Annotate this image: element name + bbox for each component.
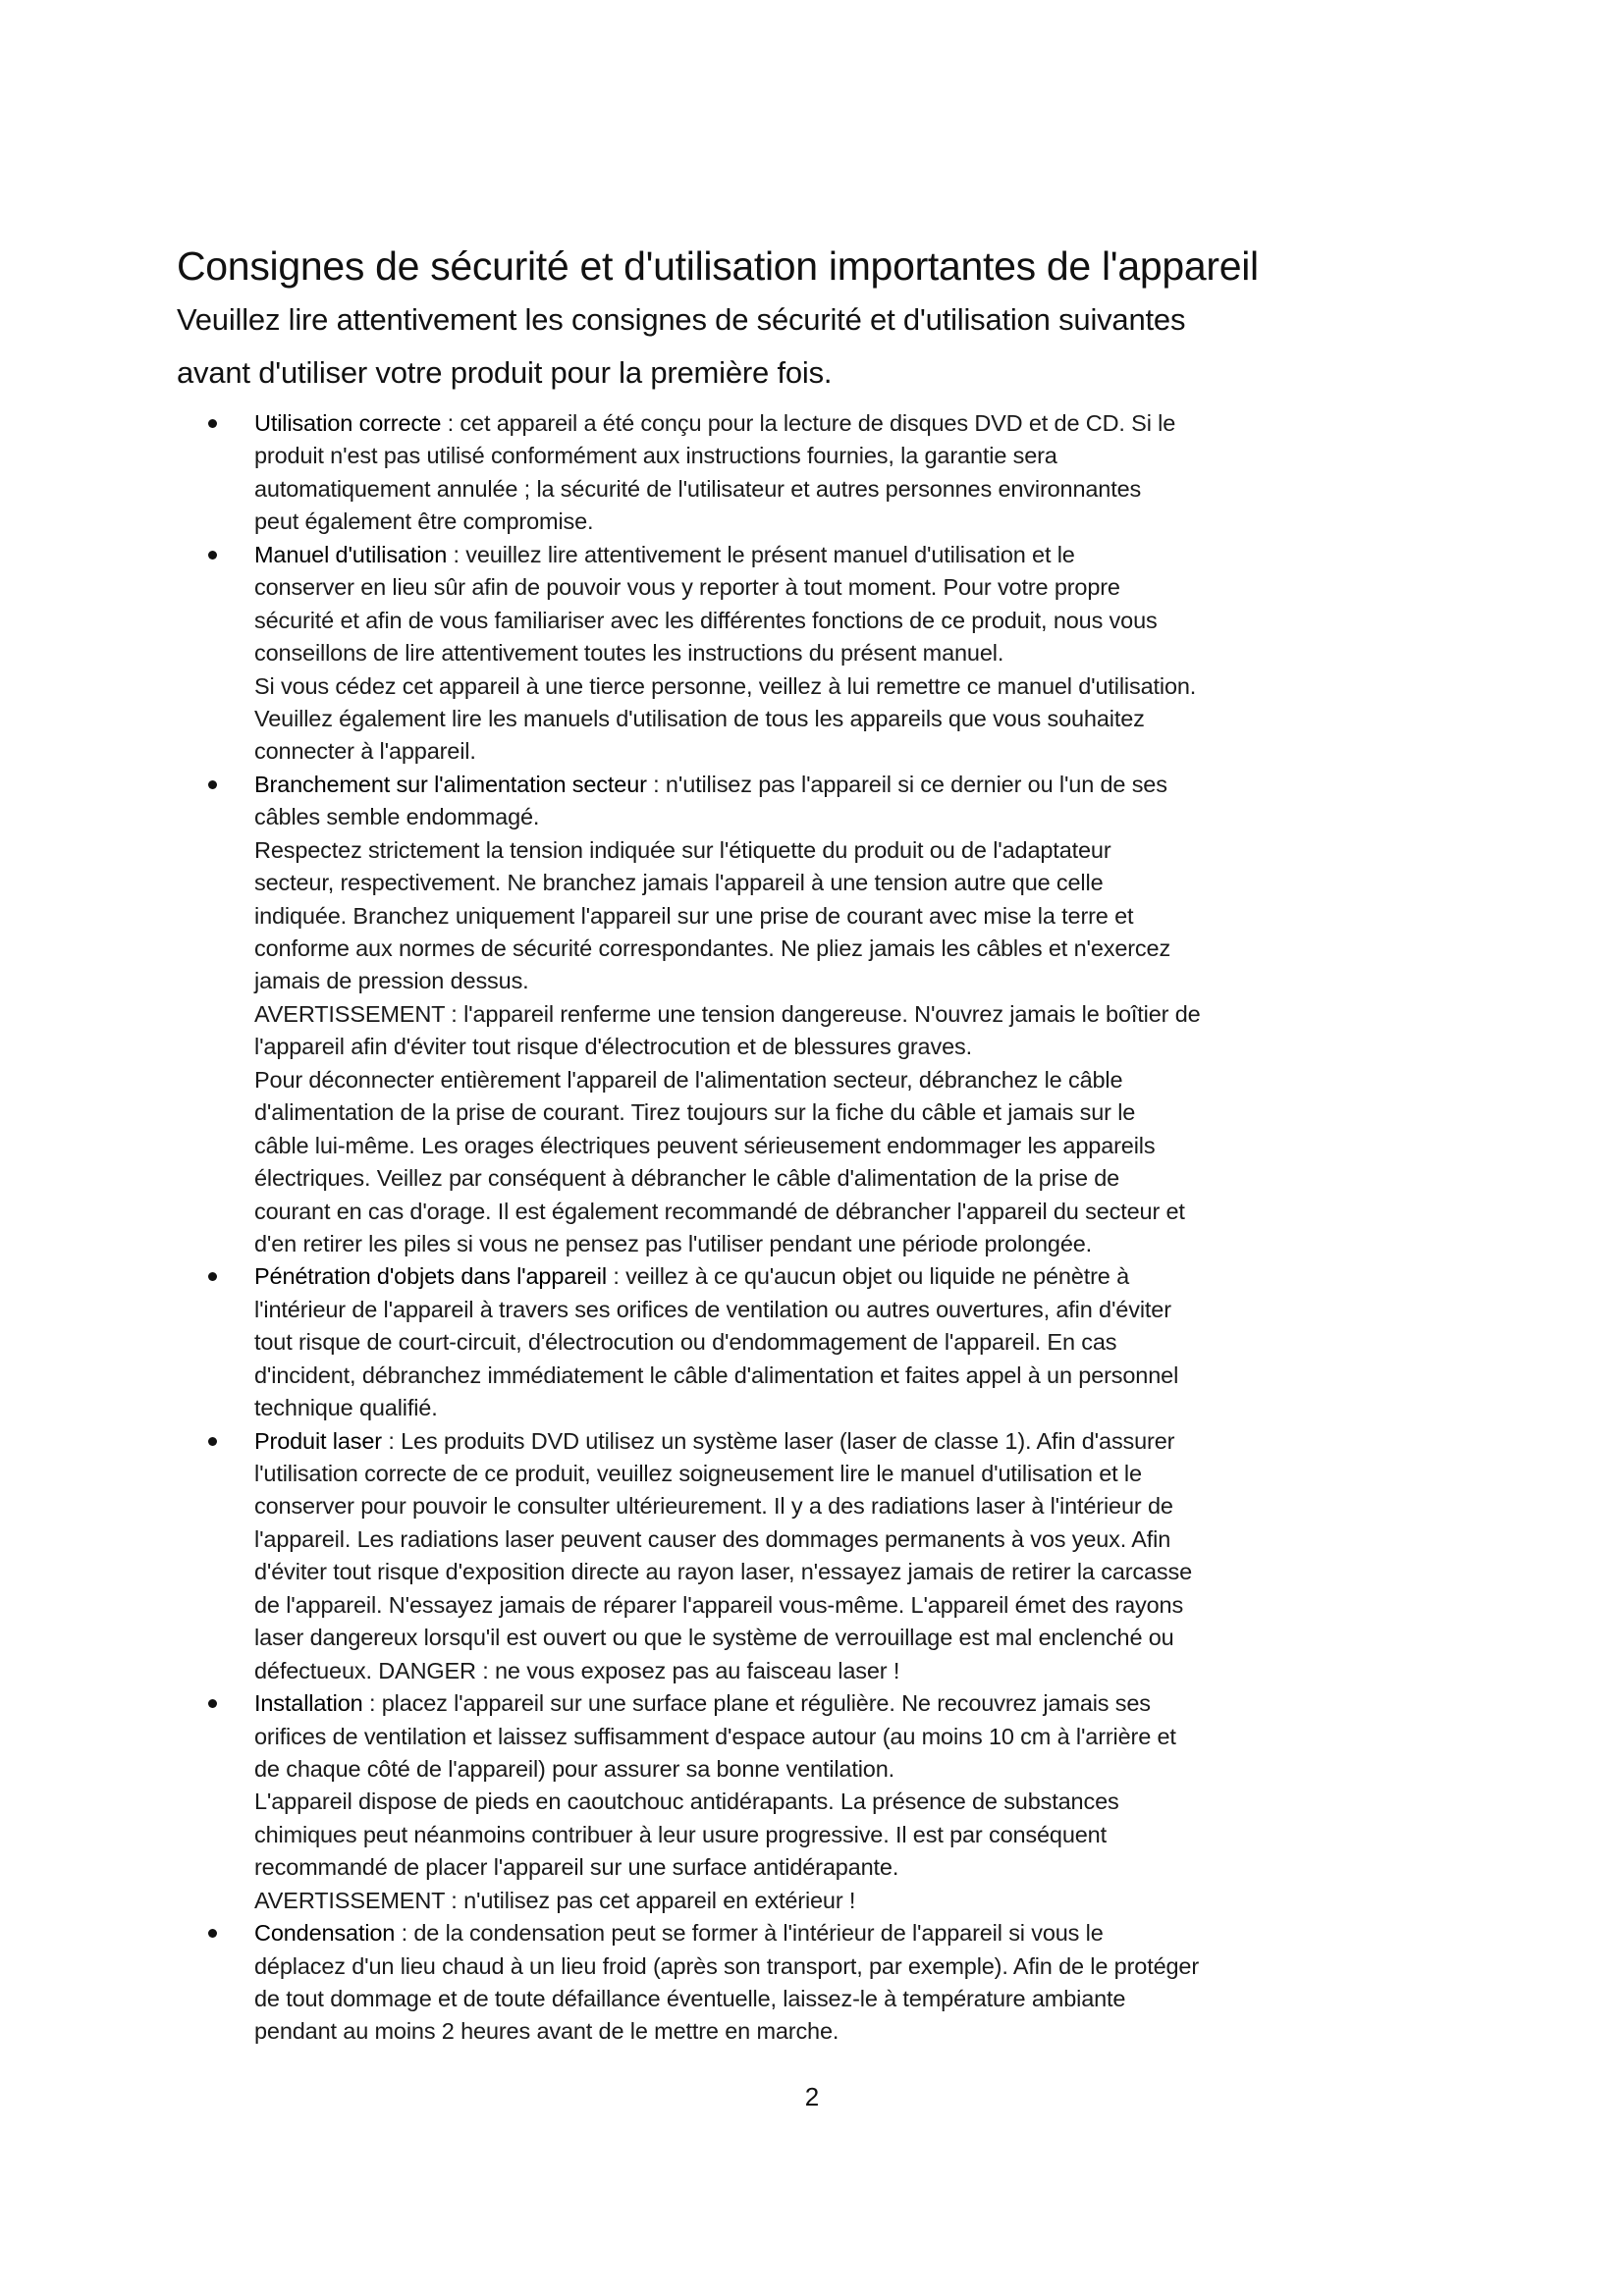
text-line [254,1687,1624,1720]
text-line: l'intérieur de l'appareil à travers ses orifices de ventilation ou autres ouvertures, afin d'éviter [254,1296,1171,1322]
text-line: l'utilisation correcte de ce produit, veuillez soigneusement lire le manuel d'utilisation et le [254,1461,1142,1486]
item-label: Produit laser [254,1427,382,1454]
text-line: secteur, respectivement. Ne branchez jamais l'appareil à une tension autre que celle [254,870,1104,896]
list-item [0,1425,1624,1688]
text-line: recommandé de placer l'appareil sur une surface antidérapante. [254,1854,899,1881]
safety-instructions-list [0,407,1624,2049]
text-line: d'alimentation de la prise de courant. Tirez toujours sur la fiche du câble et jamais sur le [254,1099,1136,1126]
item-label: Utilisation correcte [254,410,442,436]
text-line: conserver pour pouvoir le consulter ultérieurement. Il y a des radiations laser à l'intérieur de [254,1493,1173,1520]
item-text: : cet appareil a été conçu pour la lecture de disques DVD et de CD. Si le [441,410,1176,436]
subtitle-line: Veuillez lire attentivement les consignes de sécurité et d'utilisation suivantes [177,302,1186,337]
item-text: : placez l'appareil sur une surface plane et régulière. Ne recouvrez jamais ses [362,1690,1151,1717]
bullet-icon [208,1437,217,1446]
page-subtitle [177,294,1185,400]
item-label: Branchement sur l'alimentation secteur [254,771,647,797]
text-line: de chaque côté de l'appareil) pour assurer sa bonne ventilation. [254,1755,895,1782]
text-line: AVERTISSEMENT : l'appareil renferme une tension dangereuse. N'ouvrez jamais le boîtier de [254,1000,1201,1027]
text-line: L'appareil dispose de pieds en caoutchouc antidérapants. La présence de substances [254,1789,1119,1815]
list-item [0,1687,1624,1917]
text-line: câbles semble endommagé. [254,804,540,830]
text-line [254,407,1624,440]
text-line: d'éviter tout risque d'exposition directe au rayon laser, n'essayez jamais de retirer la carcasse [254,1559,1193,1585]
text-line [254,539,1624,571]
item-text: : veuillez lire attentivement le présent manuel d'utilisation et le [447,541,1075,567]
item-text: : n'utilisez pas l'appareil si ce dernier ou l'un de ses [646,771,1167,797]
text-line: orifices de ventilation et laissez suffisamment d'espace autour (au moins 10 cm à l'arrière et [254,1723,1176,1749]
bullet-icon [208,551,217,560]
text-line: d'incident, débranchez immédiatement le câble d'alimentation et faites appel à un personnel [254,1362,1179,1388]
text-line: conforme aux normes de sécurité correspondantes. Ne pliez jamais les câbles et n'exercez [254,935,1171,961]
text-line: de l'appareil. N'essayez jamais de réparer l'appareil vous-même. L'appareil émet des rayons [254,1591,1184,1618]
text-line: l'appareil afin d'éviter tout risque d'électrocution et de blessures graves. [254,1034,972,1060]
bullet-icon [208,1699,217,1708]
page-number: 2 [804,2082,820,2111]
text-line [254,1260,1624,1293]
item-label: Condensation [254,1920,396,1947]
text-line: Si vous cédez cet appareil à une tierce personne, veillez à lui remettre ce manuel d'utilisation. [254,672,1197,699]
text-line: connecter à l'appareil. [254,738,476,765]
text-line: de tout dommage et de toute défaillance éventuelle, laissez-le à température ambiante [254,1986,1126,2011]
list-item [0,407,1624,539]
text-line: chimiques peut néanmoins contribuer à leur usure progressive. Il est par conséquent [254,1821,1107,1847]
page-title: Consignes de sécurité et d'utilisation importantes de l'appareil [177,243,1259,289]
text-line [254,769,1624,801]
text-line: pendant au moins 2 heures avant de le mettre en marche. [254,2018,839,2045]
text-line: conserver en lieu sûr afin de pouvoir vous y reporter à tout moment. Pour votre propre [254,574,1120,601]
subtitle-line: avant d'utiliser votre produit pour la première fois. [177,355,833,390]
bullet-icon [208,1929,217,1938]
item-text: : veillez à ce qu'aucun objet ou liquide ne pénètre à [606,1263,1129,1290]
text-line [254,1425,1624,1458]
text-line: d'en retirer les piles si vous ne pensez pas l'utiliser pendant une période prolongée. [254,1230,1093,1256]
item-label: Pénétration d'objets dans l'appareil [254,1263,607,1290]
text-line: laser dangereux lorsqu'il est ouvert ou que le système de verrouillage est mal enclenché ou [254,1625,1174,1651]
list-item [0,539,1624,769]
bullet-icon [208,780,217,789]
text-line: défectueux. DANGER : ne vous exposez pas au faisceau laser ! [254,1657,900,1683]
text-line: technique qualifié. [254,1395,438,1421]
text-line: AVERTISSEMENT : n'utilisez pas cet appareil en extérieur ! [254,1887,856,1913]
text-line: jamais de pression dessus. [254,968,529,994]
bullet-icon [208,419,217,428]
item-text: : Les produits DVD utilisez un système laser (laser de classe 1). Afin d'assurer [381,1427,1175,1454]
item-label: Installation [254,1690,363,1717]
text-line: Pour déconnecter entièrement l'appareil de l'alimentation secteur, débranchez le câble [254,1066,1123,1093]
text-line: indiquée. Branchez uniquement l'appareil sur une prise de courant avec mise la terre et [254,902,1134,929]
list-item [0,1260,1624,1424]
text-line: peut également être compromise. [254,508,594,535]
text-line: automatiquement annulée ; la sécurité de l'utilisateur et autres personnes environnantes [254,475,1142,502]
text-line: conseillons de lire attentivement toutes les instructions du présent manuel. [254,640,1004,667]
text-line: courant en cas d'orage. Il est également recommandé de débrancher l'appareil du secteur et [254,1198,1185,1224]
text-line: Respectez strictement la tension indiquée sur l'étiquette du produit ou de l'adaptateur [254,836,1111,863]
text-line: câble lui-même. Les orages électriques peuvent sérieusement endommager les appareils [254,1132,1156,1158]
text-line: produit n'est pas utilisé conformément aux instructions fournies, la garantie sera [254,443,1057,469]
text-line: Veuillez également lire les manuels d'utilisation de tous les appareils que vous souhaitez [254,705,1145,731]
list-item [0,1917,1624,2049]
item-text: : de la condensation peut se former à l'intérieur de l'appareil si vous le [395,1920,1104,1947]
text-line: l'appareil. Les radiations laser peuvent causer des dommages permanents à vos yeux. Afin [254,1525,1171,1552]
item-label: Manuel d'utilisation [254,541,448,567]
list-item [0,769,1624,1261]
text-line [254,1917,1624,1949]
text-line: électriques. Veillez par conséquent à débrancher le câble d'alimentation de la prise de [254,1165,1120,1192]
text-line: tout risque de court-circuit, d'électrocution ou d'endommagement de l'appareil. En cas [254,1329,1117,1356]
text-line: déplacez d'un lieu chaud à un lieu froid (après son transport, par exemple). Afin de le protéger [254,1952,1200,1979]
bullet-icon [208,1272,217,1281]
text-line: sécurité et afin de vous familiariser avec les différentes fonctions de ce produit, nous vous [254,607,1158,633]
